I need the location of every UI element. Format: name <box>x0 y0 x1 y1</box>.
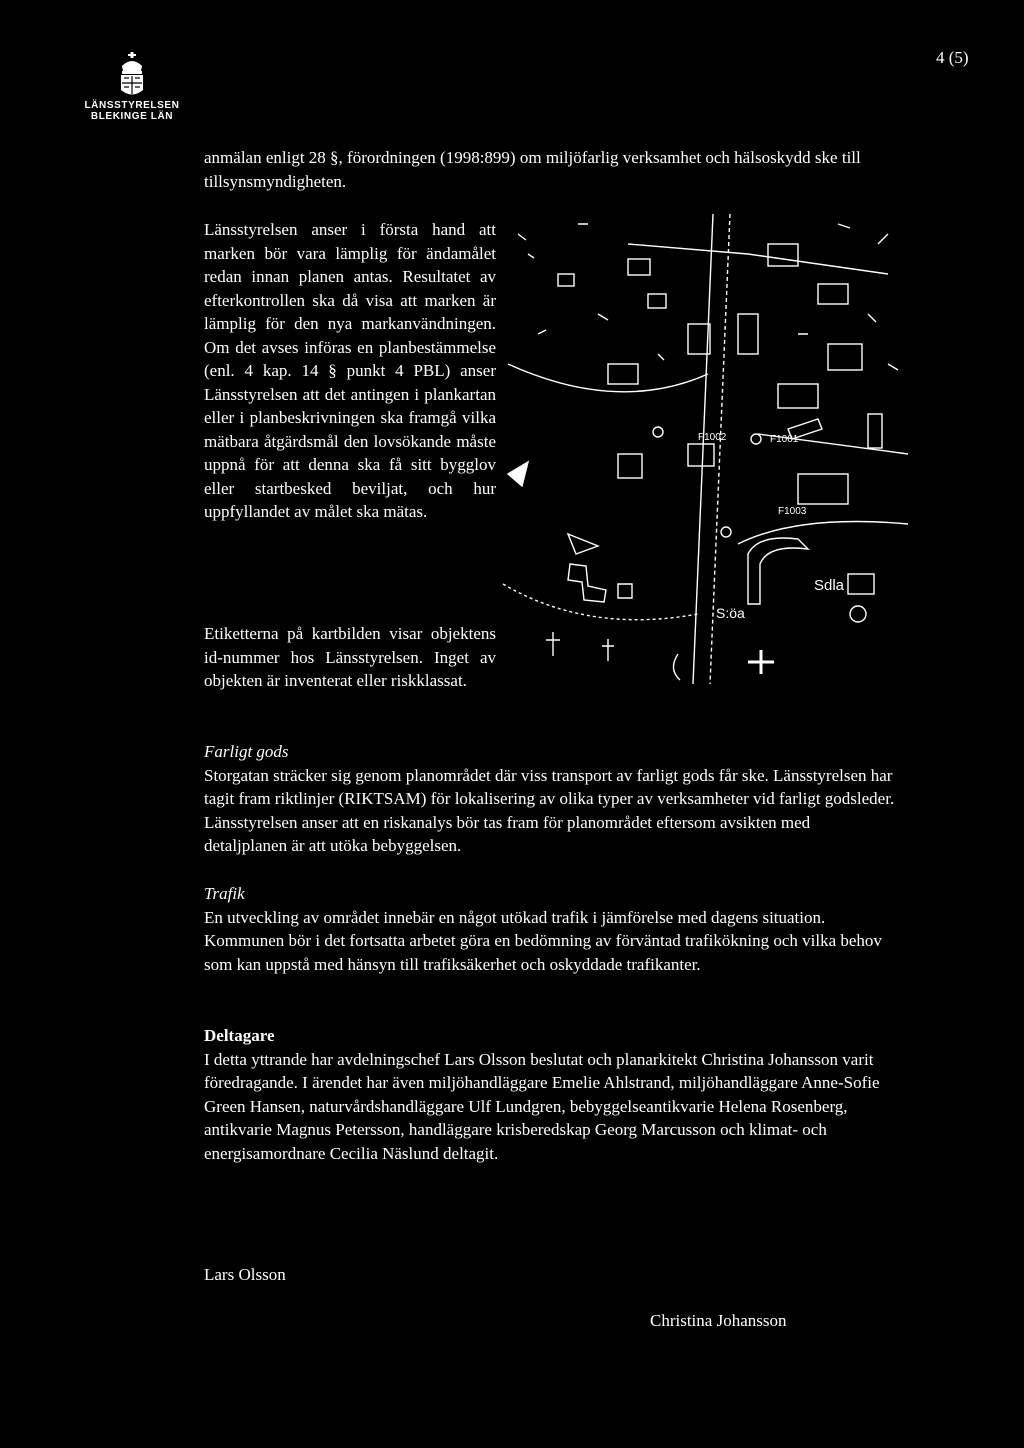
column-text-1: Länsstyrelsen anser i första hand att marken bör vara lämplig för ändamålet redan innan planen antas. Resultatet av efterkontrollen ska då visa att marken är lämplig för den nya markanvändningen. Om det avses införas en planbestämmelse (enl. 4 kap. 14 § punkt 4 PBL) anser Länsstyrelsen att det antingen i plankartan eller i planbeskrivningen ska framgå vilka mätbara åtgärdsmål den lovsökande måste uppnå för att denna ska få sitt bygglov eller startbesked beviljat, och hur uppfyllandet av målet ska mätas. <box>204 220 496 521</box>
section-deltagare <box>204 1024 896 1165</box>
column-paragraph-2 <box>204 622 496 693</box>
map-label-sdla: Sdla <box>814 577 845 594</box>
column-text-2: Etiketterna på kartbilden visar objektens id-nummer hos Länsstyrelsen. Inget av objekten är inventerat eller riskklassat. <box>204 624 496 690</box>
signature-christina-johansson: Christina Johansson <box>650 1311 787 1330</box>
agency-logo <box>82 52 182 122</box>
intro-paragraph <box>204 146 896 193</box>
signature-lars-olsson: Lars Olsson <box>204 1265 286 1284</box>
heading-deltagare: Deltagare <box>204 1026 275 1045</box>
section-trafik <box>204 882 896 976</box>
column-paragraph-1 <box>204 218 496 524</box>
map-label-soa: S:öa <box>716 605 745 621</box>
heading-farligt-gods: Farligt gods <box>204 742 289 761</box>
map-image <box>498 214 908 688</box>
map-label-f1002: F1002 <box>698 432 727 443</box>
text-trafik: En utveckling av området innebär en något utökad trafik i jämförelse med dagens situation. Kommunen bör i det fortsatta arbetet göra en bedömning av förväntad trafikökning och vilka behov som kan uppstå med hänsyn till trafiksäkerhet och oskyddade trafikanter. <box>204 907 882 974</box>
text-farligt-gods: Storgatan sträcker sig genom planområdet där viss transport av farligt gods får ske. Länsstyrelsen har tagit fram riktlinjer (RIKTSAM) för lokalisering av olika typer av verksamheter vid farligt godsleder. Länsstyrelsen anser att en riskanalys bör tas fram för planområdet eftersom avsikten med detaljplanen är att utöka bebyggelsen. <box>204 765 895 855</box>
map-label-f1001: F1001 <box>770 434 799 445</box>
logo-text-line2: BLEKINGE LÄN <box>90 111 174 122</box>
page-number: 4 (5) <box>936 48 969 67</box>
text-deltagare: I detta yttrande har avdelningschef Lars Olsson beslutat och planarkitekt Christina Johansson varit föredragande. I ärendet har även miljöhandläggare Emelie Ahlstrand, miljöhandläggare Anne-Sofie Green Hansen, naturvårdshandläggare Ulf Lundgren, bebyggelseantikvarie Helena Rosenberg, antikvarie Magnus Petersson, handläggare krisberedskap Georg Marcusson och klimat- och energisamordnare Cecilia Näslund deltagit. <box>204 1049 880 1163</box>
heading-trafik: Trafik <box>204 884 245 903</box>
logo-text-line1: LÄNSSTYRELSEN <box>84 100 180 111</box>
crown-emblem-icon <box>117 52 147 100</box>
intro-text: anmälan enligt 28 §, förordningen (1998:899) om miljöfarlig verksamhet och hälsoskydd ske till tillsynsmyndigheten. <box>204 148 861 191</box>
map-label-f1003: F1003 <box>778 506 807 517</box>
section-farligt-gods <box>204 740 896 858</box>
